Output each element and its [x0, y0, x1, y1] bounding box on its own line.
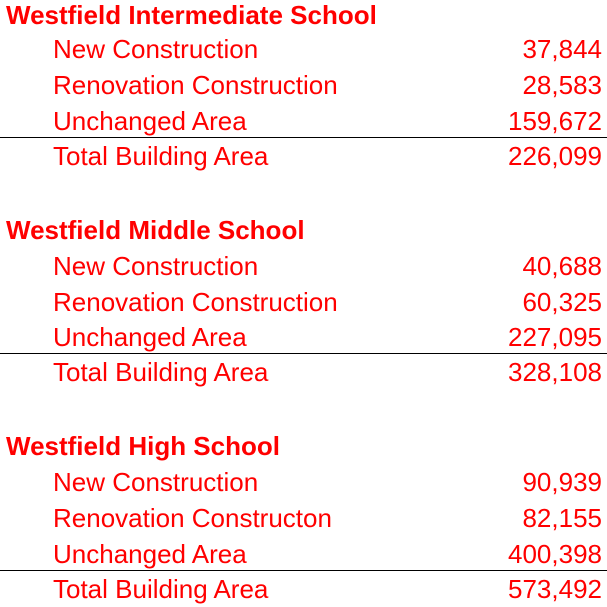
- area-label: New Construction: [53, 251, 259, 281]
- area-label: Renovation Construction: [53, 287, 338, 317]
- area-value: 82,155: [522, 503, 602, 533]
- area-row-new-construction: [0, 467, 607, 503]
- area-value: 159,672: [508, 106, 602, 136]
- total-value: 328,108: [508, 357, 602, 387]
- area-label: New Construction: [53, 34, 259, 64]
- total-row: [0, 137, 607, 174]
- area-label: Unchanged Area: [53, 106, 247, 136]
- area-value: 37,844: [522, 34, 602, 64]
- area-label: Renovation Constructon: [53, 503, 332, 533]
- total-value: 573,492: [508, 574, 602, 604]
- area-value: 60,325: [522, 287, 602, 317]
- area-value: 400,398: [508, 539, 602, 569]
- school-heading: Westfield Intermediate School: [6, 0, 377, 30]
- area-value: 90,939: [522, 467, 602, 497]
- school-heading: Westfield High School: [6, 431, 280, 461]
- total-row: [0, 353, 607, 390]
- area-value: 28,583: [522, 70, 602, 100]
- total-row: [0, 570, 607, 607]
- area-row-renovation: [0, 70, 607, 106]
- area-row-renovation: [0, 287, 607, 323]
- area-label: Unchanged Area: [53, 539, 247, 569]
- school-heading: Westfield Middle School: [6, 215, 305, 245]
- area-label: New Construction: [53, 467, 259, 497]
- area-label: Renovation Construction: [53, 70, 338, 100]
- area-row-renovation: [0, 503, 607, 539]
- area-value: 40,688: [522, 251, 602, 281]
- area-label: Unchanged Area: [53, 322, 247, 352]
- total-label: Total Building Area: [53, 574, 269, 604]
- total-value: 226,099: [508, 141, 602, 171]
- total-label: Total Building Area: [53, 141, 269, 171]
- area-row-new-construction: [0, 251, 607, 287]
- area-value: 227,095: [508, 322, 602, 352]
- area-row-new-construction: [0, 34, 607, 70]
- total-label: Total Building Area: [53, 357, 269, 387]
